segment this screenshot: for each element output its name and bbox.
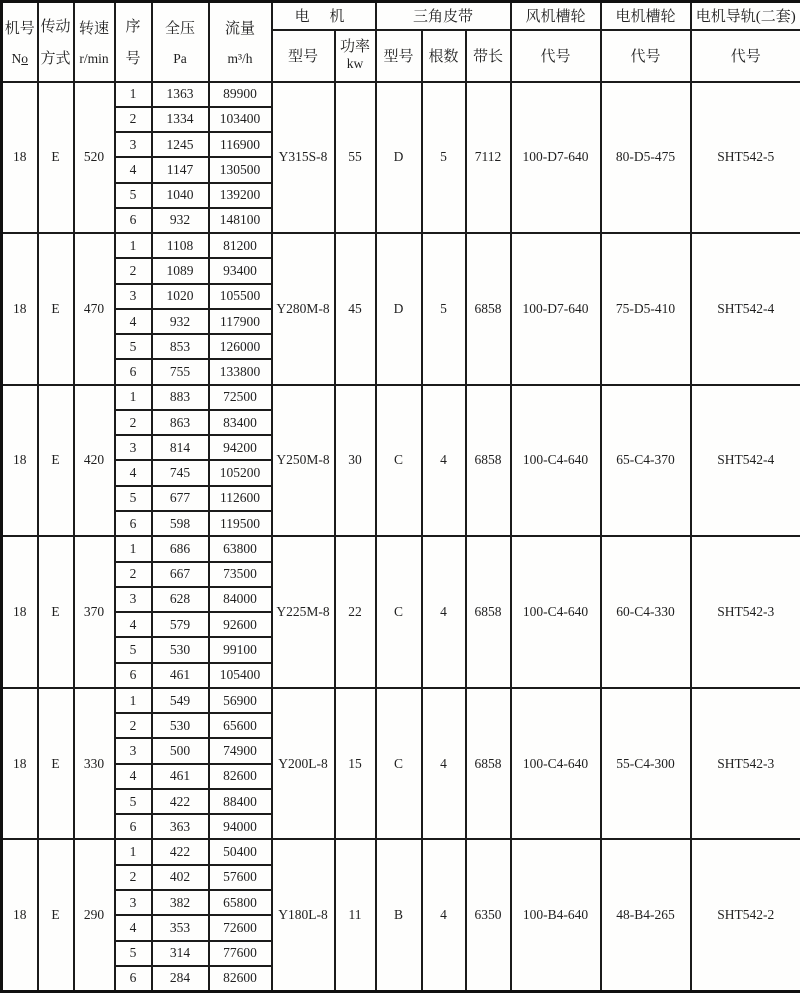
table-row xyxy=(2,688,800,713)
table-row xyxy=(2,385,800,410)
seq-cell: 6 xyxy=(115,208,152,233)
belt-length-cell: 6858 xyxy=(466,688,511,840)
speed-cell: 420 xyxy=(74,385,115,537)
flow-cell: 72500 xyxy=(209,385,272,410)
pressure-cell: 461 xyxy=(152,764,209,789)
header-motor-power: 功率 kw xyxy=(335,30,376,82)
pressure-cell: 284 xyxy=(152,966,209,991)
pressure-cell: 1020 xyxy=(152,284,209,309)
seq-cell: 5 xyxy=(115,941,152,966)
drive-mode-cell: E xyxy=(38,839,74,991)
pressure-cell: 353 xyxy=(152,915,209,940)
seq-cell: 5 xyxy=(115,789,152,814)
seq-cell: 2 xyxy=(115,865,152,890)
header-motor-group: 电 机 xyxy=(272,2,376,30)
seq-cell: 5 xyxy=(115,183,152,208)
motor-power-cell: 30 xyxy=(335,385,376,537)
pressure-cell: 853 xyxy=(152,334,209,359)
seq-cell: 3 xyxy=(115,435,152,460)
seq-cell: 4 xyxy=(115,309,152,334)
flow-cell: 72600 xyxy=(209,915,272,940)
flow-cell: 93400 xyxy=(209,258,272,283)
motor-model-cell: Y315S-8 xyxy=(272,82,335,234)
pressure-cell: 667 xyxy=(152,562,209,587)
motor-pulley-code-cell: 48-B4-265 xyxy=(601,839,691,991)
belt-length-cell: 6858 xyxy=(466,233,511,385)
pressure-cell: 628 xyxy=(152,587,209,612)
pressure-cell: 686 xyxy=(152,536,209,561)
seq-cell: 2 xyxy=(115,410,152,435)
belt-model-cell: C xyxy=(376,536,422,688)
header-fan-pulley-code: 代号 xyxy=(511,30,601,82)
pressure-cell: 530 xyxy=(152,637,209,662)
header-drive-mode: 传动 方式 xyxy=(38,2,74,82)
belt-model-cell: C xyxy=(376,688,422,840)
seq-cell: 6 xyxy=(115,359,152,384)
flow-cell: 94000 xyxy=(209,814,272,839)
motor-model-cell: Y225M-8 xyxy=(272,536,335,688)
header-machine-no-en: No xyxy=(12,51,29,67)
pressure-cell: 755 xyxy=(152,359,209,384)
header-machine-no-cn: 机号 xyxy=(5,17,35,38)
pressure-cell: 883 xyxy=(152,385,209,410)
header-motor-pulley-code: 代号 xyxy=(601,30,691,82)
belt-model-cell: B xyxy=(376,839,422,991)
motor-model-cell: Y250M-8 xyxy=(272,385,335,537)
machine-no-cell: 18 xyxy=(2,688,38,840)
belt-model-cell: D xyxy=(376,233,422,385)
flow-cell: 119500 xyxy=(209,511,272,536)
belt-length-cell: 6858 xyxy=(466,536,511,688)
rail-code-cell: SHT542-5 xyxy=(691,82,800,234)
header-pressure: 全压 Pa xyxy=(152,2,209,82)
rail-code-cell: SHT542-2 xyxy=(691,839,800,991)
flow-cell: 77600 xyxy=(209,941,272,966)
pressure-cell: 814 xyxy=(152,435,209,460)
flow-cell: 89900 xyxy=(209,82,272,107)
fan-pulley-code-cell: 100-D7-640 xyxy=(511,233,601,385)
motor-pulley-code-cell: 80-D5-475 xyxy=(601,82,691,234)
speed-cell: 470 xyxy=(74,233,115,385)
seq-cell: 3 xyxy=(115,587,152,612)
flow-cell: 82600 xyxy=(209,966,272,991)
header-flow: 流量 m³/h xyxy=(209,2,272,82)
seq-cell: 2 xyxy=(115,713,152,738)
header-rail-code: 代号 xyxy=(691,30,800,82)
belt-count-cell: 4 xyxy=(422,839,466,991)
seq-cell: 6 xyxy=(115,511,152,536)
flow-cell: 81200 xyxy=(209,233,272,258)
seq-cell: 2 xyxy=(115,258,152,283)
header-machine-no xyxy=(2,2,38,82)
belt-length-cell: 6858 xyxy=(466,385,511,537)
header-belt-count: 根数 xyxy=(422,30,466,82)
flow-cell: 57600 xyxy=(209,865,272,890)
flow-cell: 103400 xyxy=(209,107,272,132)
seq-cell: 3 xyxy=(115,284,152,309)
seq-cell: 1 xyxy=(115,839,152,864)
flow-cell: 148100 xyxy=(209,208,272,233)
pressure-cell: 1147 xyxy=(152,157,209,182)
pressure-cell: 677 xyxy=(152,486,209,511)
belt-count-cell: 5 xyxy=(422,233,466,385)
seq-cell: 2 xyxy=(115,562,152,587)
header-speed: 转速 r/min xyxy=(74,2,115,82)
drive-mode-cell: E xyxy=(38,233,74,385)
speed-cell: 370 xyxy=(74,536,115,688)
rail-code-cell: SHT542-4 xyxy=(691,233,800,385)
belt-model-cell: D xyxy=(376,82,422,234)
seq-cell: 6 xyxy=(115,814,152,839)
seq-cell: 3 xyxy=(115,738,152,763)
machine-no-cell: 18 xyxy=(2,385,38,537)
pressure-cell: 1108 xyxy=(152,233,209,258)
speed-cell: 290 xyxy=(74,839,115,991)
flow-cell: 82600 xyxy=(209,764,272,789)
flow-cell: 88400 xyxy=(209,789,272,814)
table-row xyxy=(2,839,800,864)
pressure-cell: 422 xyxy=(152,839,209,864)
flow-cell: 73500 xyxy=(209,562,272,587)
machine-no-cell: 18 xyxy=(2,233,38,385)
seq-cell: 6 xyxy=(115,966,152,991)
flow-cell: 84000 xyxy=(209,587,272,612)
table-header xyxy=(2,2,800,82)
drive-mode-cell: E xyxy=(38,688,74,840)
pressure-cell: 1334 xyxy=(152,107,209,132)
seq-cell: 1 xyxy=(115,385,152,410)
table-row xyxy=(2,233,800,258)
drive-mode-cell: E xyxy=(38,82,74,234)
belt-length-cell: 7112 xyxy=(466,82,511,234)
machine-no-cell: 18 xyxy=(2,536,38,688)
seq-cell: 1 xyxy=(115,233,152,258)
flow-cell: 94200 xyxy=(209,435,272,460)
pressure-cell: 1089 xyxy=(152,258,209,283)
drive-mode-cell: E xyxy=(38,536,74,688)
pressure-cell: 932 xyxy=(152,208,209,233)
flow-cell: 130500 xyxy=(209,157,272,182)
pressure-cell: 422 xyxy=(152,789,209,814)
header-seq: 序 号 xyxy=(115,2,152,82)
flow-cell: 65600 xyxy=(209,713,272,738)
seq-cell: 4 xyxy=(115,915,152,940)
flow-cell: 63800 xyxy=(209,536,272,561)
speed-cell: 330 xyxy=(74,688,115,840)
flow-cell: 105500 xyxy=(209,284,272,309)
pressure-cell: 863 xyxy=(152,410,209,435)
seq-cell: 1 xyxy=(115,688,152,713)
motor-power-cell: 15 xyxy=(335,688,376,840)
fan-pulley-code-cell: 100-C4-640 xyxy=(511,385,601,537)
pressure-cell: 579 xyxy=(152,612,209,637)
pressure-cell: 549 xyxy=(152,688,209,713)
flow-cell: 74900 xyxy=(209,738,272,763)
pressure-cell: 382 xyxy=(152,890,209,915)
rail-code-cell: SHT542-3 xyxy=(691,536,800,688)
pressure-cell: 363 xyxy=(152,814,209,839)
machine-no-cell: 18 xyxy=(2,839,38,991)
seq-cell: 1 xyxy=(115,536,152,561)
motor-power-cell: 55 xyxy=(335,82,376,234)
header-rail-group: 电机导轨(二套) xyxy=(691,2,800,30)
fan-pulley-code-cell: 100-D7-640 xyxy=(511,82,601,234)
motor-pulley-code-cell: 65-C4-370 xyxy=(601,385,691,537)
flow-cell: 105200 xyxy=(209,460,272,485)
rail-code-cell: SHT542-3 xyxy=(691,688,800,840)
seq-cell: 4 xyxy=(115,157,152,182)
fan-pulley-code-cell: 100-C4-640 xyxy=(511,688,601,840)
flow-cell: 116900 xyxy=(209,132,272,157)
flow-cell: 139200 xyxy=(209,183,272,208)
header-belt-model: 型号 xyxy=(376,30,422,82)
header-motor-pulley-group: 电机槽轮 xyxy=(601,2,691,30)
pressure-cell: 1363 xyxy=(152,82,209,107)
motor-model-cell: Y200L-8 xyxy=(272,688,335,840)
flow-cell: 99100 xyxy=(209,637,272,662)
pressure-cell: 932 xyxy=(152,309,209,334)
seq-cell: 1 xyxy=(115,82,152,107)
header-motor-model: 型号 xyxy=(272,30,335,82)
motor-power-cell: 11 xyxy=(335,839,376,991)
flow-cell: 56900 xyxy=(209,688,272,713)
belt-model-cell: C xyxy=(376,385,422,537)
header-belt-length: 带长 xyxy=(466,30,511,82)
pressure-cell: 745 xyxy=(152,460,209,485)
fan-pulley-code-cell: 100-B4-640 xyxy=(511,839,601,991)
belt-count-cell: 4 xyxy=(422,536,466,688)
belt-count-cell: 4 xyxy=(422,688,466,840)
flow-cell: 105400 xyxy=(209,663,272,688)
pressure-cell: 1040 xyxy=(152,183,209,208)
belt-count-cell: 4 xyxy=(422,385,466,537)
pressure-cell: 530 xyxy=(152,713,209,738)
pressure-cell: 314 xyxy=(152,941,209,966)
seq-cell: 5 xyxy=(115,486,152,511)
motor-model-cell: Y180L-8 xyxy=(272,839,335,991)
motor-pulley-code-cell: 55-C4-300 xyxy=(601,688,691,840)
motor-power-cell: 22 xyxy=(335,536,376,688)
fan-pulley-code-cell: 100-C4-640 xyxy=(511,536,601,688)
motor-pulley-code-cell: 75-D5-410 xyxy=(601,233,691,385)
table-body xyxy=(2,82,800,992)
belt-count-cell: 5 xyxy=(422,82,466,234)
motor-power-cell: 45 xyxy=(335,233,376,385)
flow-cell: 92600 xyxy=(209,612,272,637)
motor-pulley-code-cell: 60-C4-330 xyxy=(601,536,691,688)
pressure-cell: 461 xyxy=(152,663,209,688)
belt-length-cell: 6350 xyxy=(466,839,511,991)
flow-cell: 126000 xyxy=(209,334,272,359)
seq-cell: 2 xyxy=(115,107,152,132)
pressure-cell: 500 xyxy=(152,738,209,763)
motor-model-cell: Y280M-8 xyxy=(272,233,335,385)
pressure-cell: 1245 xyxy=(152,132,209,157)
drive-mode-cell: E xyxy=(38,385,74,537)
seq-cell: 4 xyxy=(115,764,152,789)
speed-cell: 520 xyxy=(74,82,115,234)
seq-cell: 3 xyxy=(115,132,152,157)
table-row xyxy=(2,536,800,561)
header-fan-pulley-group: 风机槽轮 xyxy=(511,2,601,30)
seq-cell: 4 xyxy=(115,612,152,637)
seq-cell: 6 xyxy=(115,663,152,688)
seq-cell: 5 xyxy=(115,334,152,359)
table-row xyxy=(2,82,800,107)
flow-cell: 50400 xyxy=(209,839,272,864)
seq-cell: 3 xyxy=(115,890,152,915)
flow-cell: 83400 xyxy=(209,410,272,435)
seq-cell: 5 xyxy=(115,637,152,662)
flow-cell: 133800 xyxy=(209,359,272,384)
flow-cell: 117900 xyxy=(209,309,272,334)
flow-cell: 112600 xyxy=(209,486,272,511)
header-belt-group: 三角皮带 xyxy=(376,2,511,30)
flow-cell: 65800 xyxy=(209,890,272,915)
rail-code-cell: SHT542-4 xyxy=(691,385,800,537)
machine-no-cell: 18 xyxy=(2,82,38,234)
pressure-cell: 598 xyxy=(152,511,209,536)
pressure-cell: 402 xyxy=(152,865,209,890)
seq-cell: 4 xyxy=(115,460,152,485)
